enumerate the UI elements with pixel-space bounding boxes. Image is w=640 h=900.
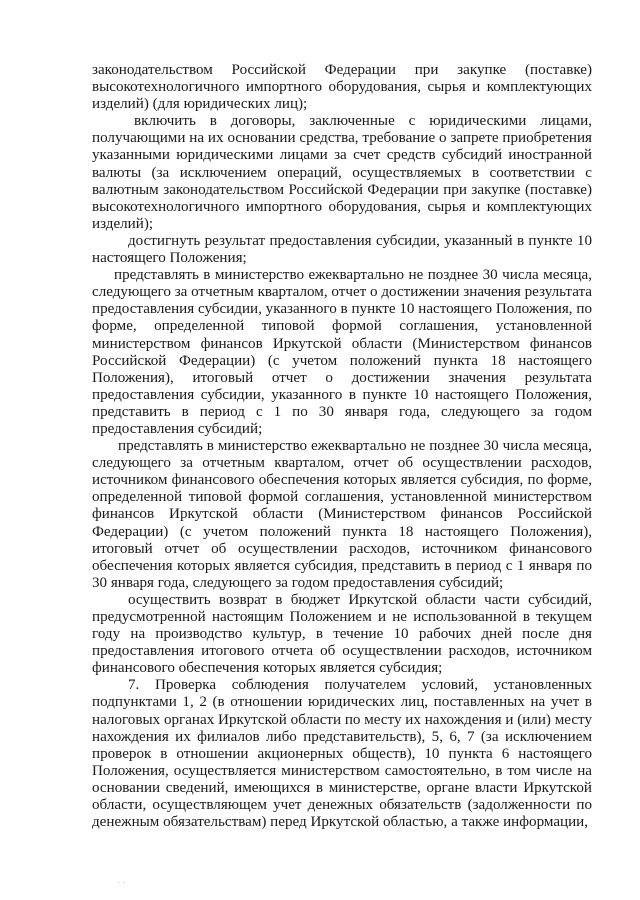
scan-specks: · · [118,880,126,887]
paragraph-expense-report: представлять в министерство ежеквартально не позднее 30 числа месяца, следующего за отчетным кварталом, отчет об осуществлении расходов, источником финансового обеспечения которых является субсидия, по форме, определенной типовой формой соглашения, установленной министерством финансов Иркутской области (Министерством финансов Российской Федерации) (с учетом положений пункта 18 настоящего Положения), итоговый отчет об осуществлении расходов, источником финансового обеспечения которых является субсидия, представить в период с 1 января по 30 января года, следующего за годом предоставления субсидий; [92,438,592,591]
paragraph-result-report: представлять в министерство ежеквартально не позднее 30 числа месяца, следующего за отчетным кварталом, отчет о достижении значения результата предоставления субсидии, указанного в пункте 10 настоящего Положения, по форме, определенной типовой формой соглашения, установленной министерством финансов Иркутской области (Министерством финансов Российской Федерации) (с учетом положений пункта 18 настоящего Положения), итоговый отчет о достижении значения результата предоставления субсидии, указанного в пункте 10 настоящего Положения, представить в период с 1 по 30 января года, следующего за годом предоставления субсидий; [92,267,592,437]
paragraph-refund: осуществить возврат в бюджет Иркутской области части субсидий, предусмотренной настоящим Положением и не использованной в текущем году на производство культур, в течение 10 рабочих дней после дня предоставления итогового отчета об осуществлении расходов, источником финансового обеспечения которых является субсидия; [92,591,592,677]
paragraph-continuation: законодательством Российской Федерации при закупке (поставке) высокотехнологичного импортного оборудования, сырья и комплектующих изделий) (для юридических лиц); [92,62,592,113]
paragraph-contracts-ban: включить в договоры, заключенные с юридическими лицами, получающими на их основании средства, требование о запрете приобретения указанными юридическими лицами за счет средств субсидий иностранной валюты (за исключением операций, осуществляемых в соответствии с валютным законодательством Российской Федерации при закупке (поставке) высокотехнологичного импортного оборудования, сырья и комплектующих изделий); [92,113,592,232]
paragraph-achieve-result: достигнуть результат предоставления субсидии, указанный в пункте 10 настоящего Положения; [92,232,592,267]
paragraph-item-7: 7. Проверка соблюдения получателем условий, установленных подпунктами 1, 2 (в отношении юридических лиц, поставленных на учет в налоговых органах Иркутской области по месту их нахождения и (или) месту нахождения их филиалов либо представительств), 5, 6, 7 (за исключением проверок в отношении акционерных обществ), 10 пункта 6 настоящего Положения, осуществляется министерством самостоятельно, в том числе на основании сведений, имеющихся в министерстве, органе власти Иркутской области, осуществляющем учет денежных обязательств (задолженности по денежным обязательствам) перед Иркутской областью, а также информации, [92,677,592,831]
document-body [92,62,592,831]
